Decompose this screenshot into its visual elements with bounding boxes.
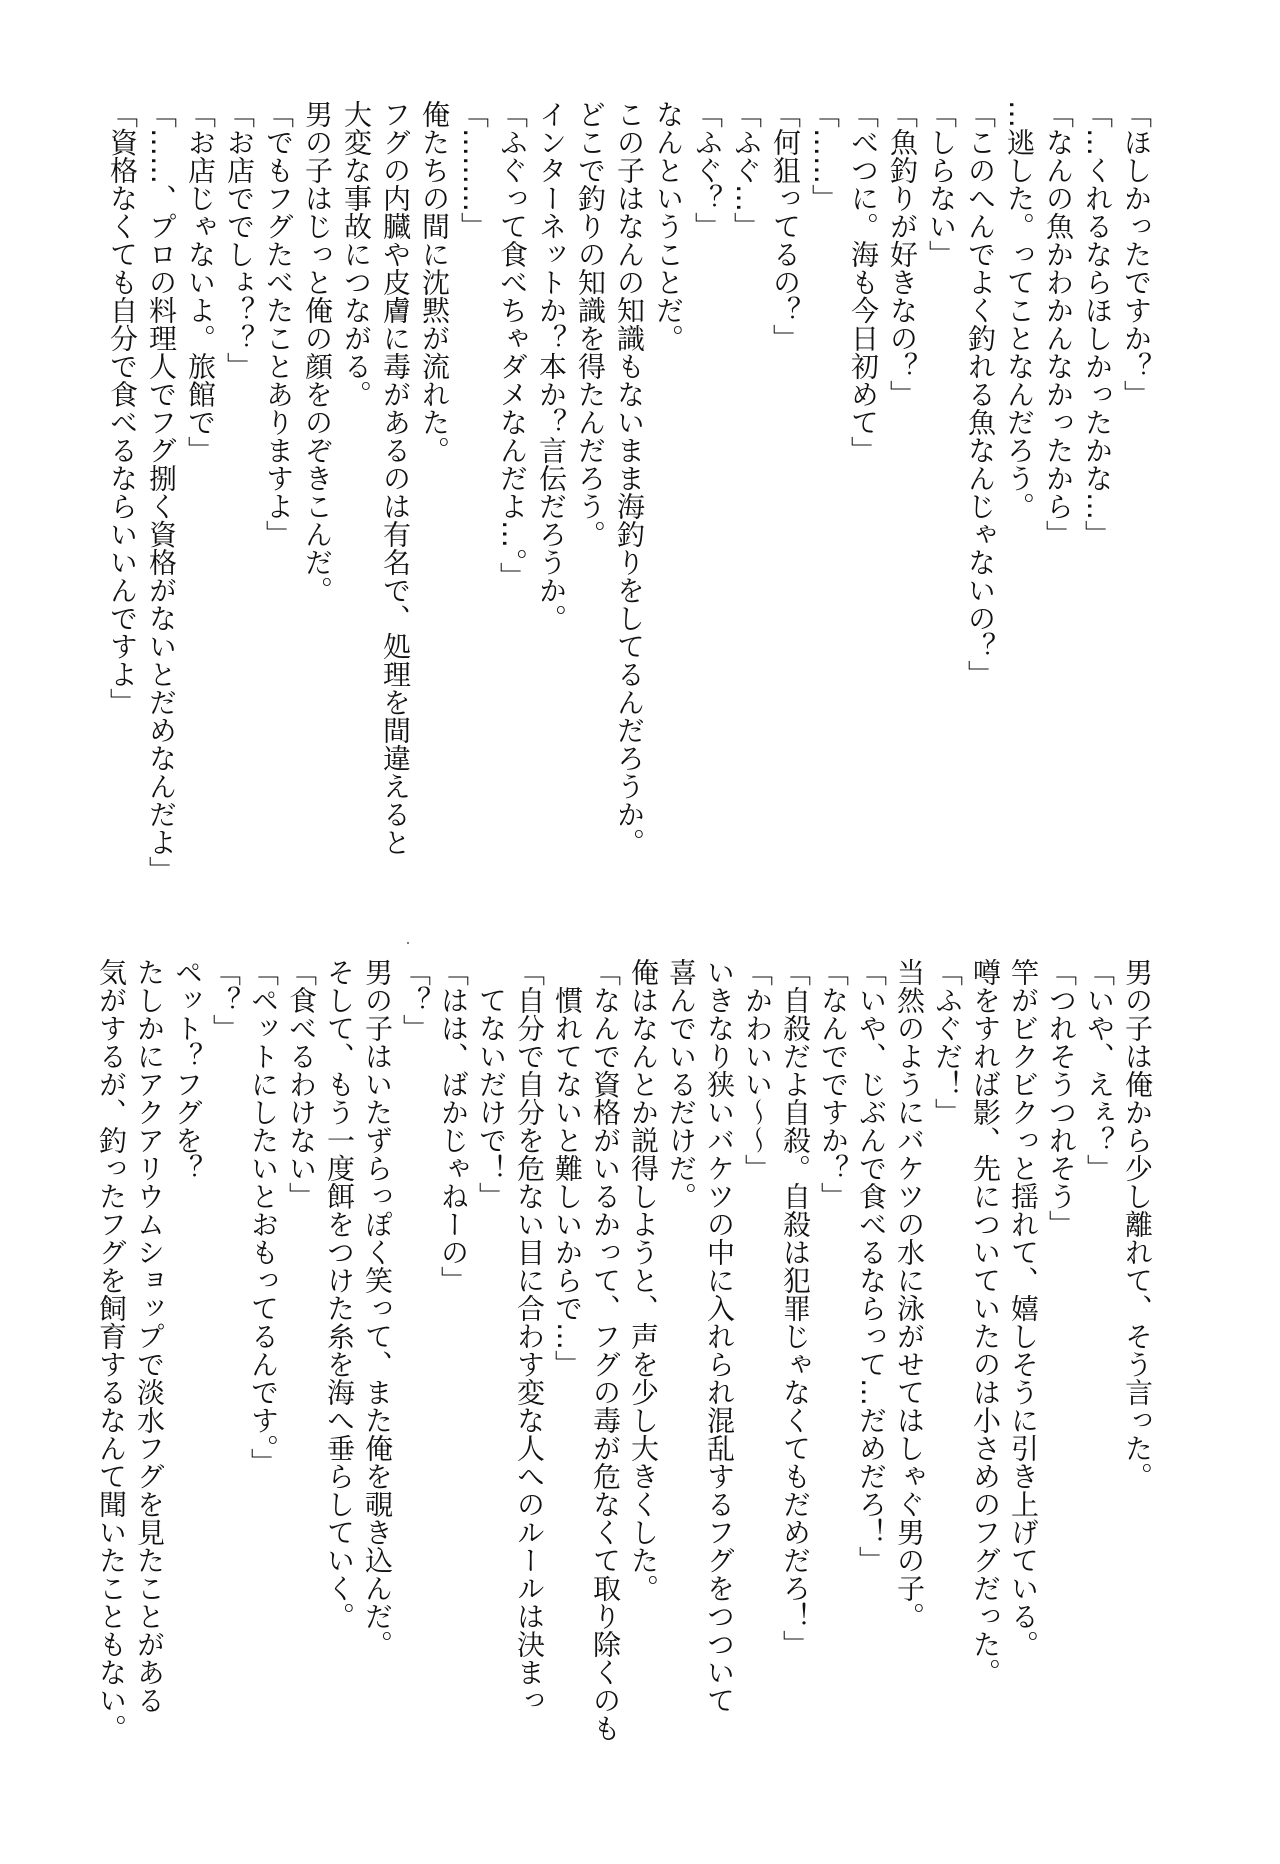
text-line: 男の子は俺から少し離れて、そう言った。 (1121, 958, 1154, 1490)
text-line: 俺はなんとか説得しようと、声を少し大きくした。 (627, 958, 660, 1602)
text-line: 「…くれるならほしかったかな…」 (1081, 100, 1114, 548)
text-line: フグの内臓や皮膚に毒があるのは有名で、処理を間違えると (379, 100, 412, 856)
text-line: 「なんで資格がいるかって、フグの毒が危なくて取り除くのも (589, 958, 622, 1742)
text-line: …逃した。ってことなんだろう。 (1003, 100, 1036, 520)
text-line: どこで釣りの知識を得たんだろう。 (574, 100, 607, 548)
text-line: この子はなんの知識もないまま海釣りをしてるんだろうか。 (613, 100, 646, 856)
text-line: 大変な事故につながる。 (340, 100, 373, 408)
text-line: 「？」 (209, 958, 242, 1042)
text-line: 「いや、えぇ？」 (1083, 958, 1116, 1182)
text-line: 「なんでですか？」 (817, 958, 850, 1210)
text-line: いきなり狭いバケツの中に入れられ混乱するフグをつついて (703, 958, 736, 1714)
text-line: 「べつに。海も今日初めて」 (847, 100, 880, 464)
text-line: 「ふぐ？」 (691, 100, 724, 240)
text-line: 「なんの魚かわかんなかったから」 (1042, 100, 1075, 548)
text-line: 俺たちの間に沈黙が流れた。 (418, 100, 451, 464)
text-line: 「はは、ばかじゃねーの」 (437, 958, 470, 1294)
scan-speck (407, 942, 409, 944)
text-line: 「しらない」 (925, 100, 958, 268)
text-line: 「お店じゃないよ。旅館で」 (184, 100, 217, 464)
text-line: 男の子はじっと俺の顔をのぞきこんだ。 (301, 100, 334, 604)
text-line: 男の子はいたずらっぽく笑って、また俺を覗き込んだ。 (361, 958, 394, 1658)
text-line: 竿がビクビクっと揺れて、嬉しそうに引き上げている。 (1007, 958, 1040, 1658)
text-line: 「お店ででしょ？？」 (223, 100, 256, 380)
text-line: 「資格なくても自分で食べるならいいんですよ」 (106, 100, 139, 716)
text-line: 「ふぐだ！」 (931, 958, 964, 1126)
text-line: 「……」 (808, 100, 841, 212)
text-line: 「自殺だよ自殺。自殺は犯罪じゃなくてもだめだろ！」 (779, 958, 812, 1658)
text-line: 「このへんでよく釣れる魚なんじゃないの？」 (964, 100, 997, 688)
text-line: 当然のようにバケツの水に泳がせてはしゃぐ男の子。 (893, 958, 926, 1630)
text-line: 「何狙ってるの？」 (769, 100, 802, 352)
text-line: 「いや、じぶんで食べるならって…だめだろ！」 (855, 958, 888, 1574)
text-line: 「……、プロの料理人でフグ捌く資格がないとだめなんだよ」 (145, 100, 178, 884)
text-line: 「かわいい〜〜」 (741, 958, 774, 1182)
text-line: インターネットか？本か？言伝だろうか。 (535, 100, 568, 632)
text-line: 慣れてないと難しいからで…」 (551, 958, 584, 1378)
text-line: 「つれそうつれそう」 (1045, 958, 1078, 1238)
text-line: 「ほしかったですか？」 (1120, 100, 1153, 408)
text-line: 「ふぐ…」 (730, 100, 763, 240)
text-line: ペット？フグを？ (171, 958, 204, 1182)
text-line: 噂をすれば影、先についていたのは小さめのフグだった。 (969, 958, 1002, 1686)
text-line: 「でもフグたべたことありますよ」 (262, 100, 295, 548)
text-line: 喜んでいるだけだ。 (665, 958, 698, 1210)
text-line: てないだけで！」 (475, 958, 508, 1210)
text-line: 「魚釣りが好きなの？」 (886, 100, 919, 408)
text-line: そして、もう一度餌をつけた糸を海へ垂らしていく。 (323, 958, 356, 1630)
text-line: 「ペットにしたいとおもってるんです。」 (247, 958, 280, 1476)
text-line: 「ふぐって食べちゃダメなんだよ…。」 (496, 100, 529, 590)
text-line: 「？」 (399, 958, 432, 1042)
text-line: たしかにアクアリウムショップで淡水フグを見たことがある (133, 958, 166, 1714)
text-line: 「自分で自分を危ない目に合わす変な人へのルールは決まっ (513, 958, 546, 1714)
text-line: なんということだ。 (652, 100, 685, 352)
text-block-top (103, 100, 1156, 884)
text-line: 「………」 (457, 100, 490, 240)
text-block-bottom (92, 958, 1156, 1778)
text-line: 「食べるわけない」 (285, 958, 318, 1210)
text-line: 気がするが、釣ったフグを飼育するなんて聞いたこともない。 (95, 958, 128, 1742)
